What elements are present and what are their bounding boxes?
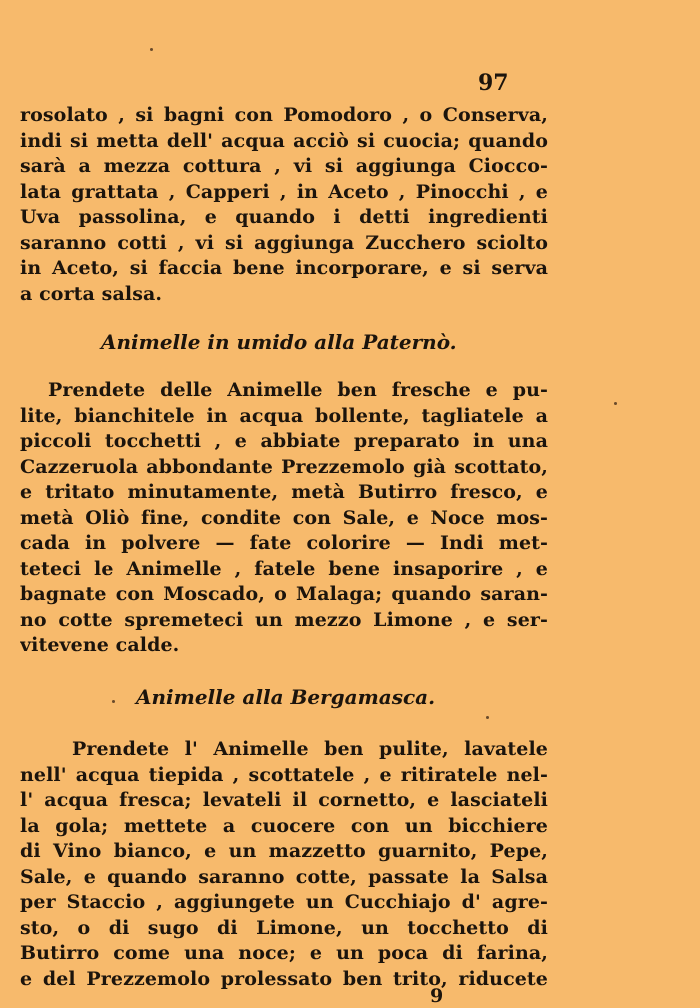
text-line: Uva passolina, e quando i detti ingredienti	[20, 206, 548, 228]
text-line: cada in polvere — fate colorire — Indi met-	[20, 532, 548, 554]
text-line: di Vino bianco, e un mazzetto guarnito, Pepe,	[20, 840, 548, 862]
recipe-body-bergamasca	[20, 737, 548, 992]
text-line: Prendete delle Animelle ben fresche e pu-	[48, 379, 548, 401]
text-line: teteci le Animelle , fatele bene insaporire , e	[20, 557, 548, 580]
text-line: in Aceto, si faccia bene incorporare, e si serva	[20, 257, 548, 279]
paper-speck	[150, 48, 153, 51]
text-line: sto, o di sugo di Limone, un tocchetto di	[20, 916, 548, 939]
text-line: la gola; mettete a cuocere con un bicchiere	[20, 814, 548, 837]
text-line: rosolato , si bagni con Pomodoro , o Conserva,	[20, 104, 548, 126]
text-line: metà Oliò fine, condite con Sale, e Noce mos-	[20, 506, 548, 529]
recipe-title-paterno: Animelle in umido alla Paternò.	[101, 330, 457, 354]
paper-speck	[486, 716, 489, 719]
text-line: e tritato minutamente, metà Butirro fresco, e	[20, 481, 548, 503]
text-line: no cotte spremeteci un mezzo Limone , e ser-	[20, 608, 548, 631]
text-line: saranno cotti , vi si aggiunga Zucchero sciolto	[20, 231, 548, 254]
text-line: Cazzeruola abbondante Prezzemolo già scottato,	[20, 455, 548, 478]
text-line: indi si metta dell' acqua acciò si cuocia; quando	[20, 129, 548, 152]
page-number: 97	[478, 70, 509, 96]
paper-speck	[112, 700, 115, 703]
text-line: Prendete l' Animelle ben pulite, lavatele	[72, 738, 548, 760]
text-line: l' acqua fresca; levateli il cornetto, e lasciateli	[20, 789, 548, 811]
text-line: Butirro come una noce; e un poca di farina,	[20, 942, 548, 964]
text-line: per Staccio , aggiungete un Cucchiajo d' agre-	[20, 891, 548, 913]
text-line: Sale, e quando saranno cotte, passate la Salsa	[20, 865, 548, 888]
paper-speck	[614, 402, 617, 405]
text-line: a corta salsa.	[20, 282, 163, 305]
text-line: nell' acqua tiepida , scottatele , e ritiratele nel-	[20, 763, 548, 786]
recipe-body-paterno	[20, 378, 548, 659]
text-line: e del Prezzemolo prolessato ben trito, riducete	[20, 967, 548, 990]
recipe-title-bergamasca: Animelle alla Bergamasca.	[136, 685, 436, 709]
signature-mark: 9	[430, 985, 444, 1007]
text-line: lite, bianchitele in acqua bollente, tagliatele a	[20, 404, 548, 427]
text-line: sarà a mezza cottura , vi si aggiunga Ciocco-	[20, 155, 548, 177]
text-line: bagnate con Moscado, o Malaga; quando saran-	[20, 583, 548, 605]
paragraph-continuation	[20, 103, 548, 307]
text-line: vitevene calde.	[20, 634, 180, 656]
text-line: lata grattata , Capperi , in Aceto , Pinocchi , e	[20, 180, 548, 203]
text-line: piccoli tocchetti , e abbiate preparato in una	[20, 430, 548, 452]
